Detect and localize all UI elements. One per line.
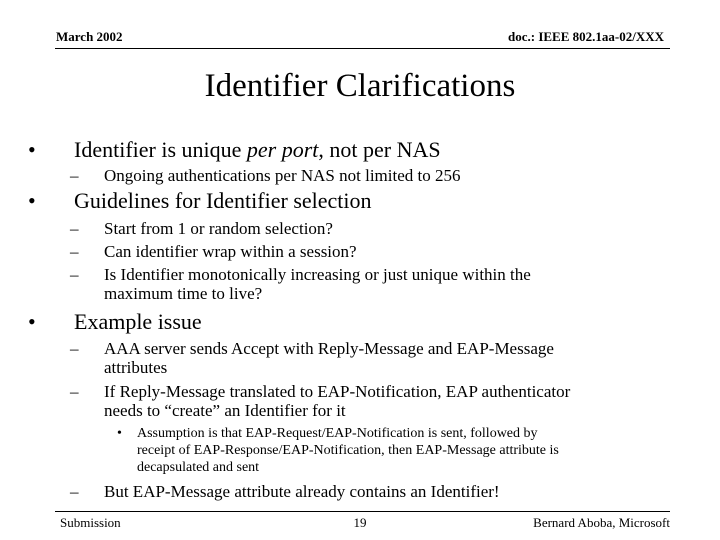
bullet-3-sub-2-line-1: If Reply-Message translated to EAP-Notification, EAP authenticator: [104, 382, 571, 401]
page-number: 19: [353, 515, 367, 530]
bullet-3-sub-1-line-1: AAA server sends Accept with Reply-Message and EAP-Message: [104, 339, 554, 358]
dash-marker: –: [70, 265, 79, 284]
header-doc-id: doc.: IEEE 802.1aa-02/XXX: [507, 29, 664, 44]
bullet-2-sub-3-line-2: maximum time to live?: [104, 284, 263, 303]
header-rule: [55, 48, 670, 49]
bullet-2-text: Guidelines for Identifier selection: [74, 188, 372, 213]
bullet-marker: •: [117, 426, 122, 441]
bullet-3-sub-2-line-2: needs to “create” an Identifier for it: [104, 401, 346, 420]
bullet-3-note-line-1: Assumption is that EAP-Request/EAP-Notification is sent, followed by: [137, 426, 538, 441]
bullet-marker: •: [28, 188, 36, 213]
header-date: March 2002: [56, 29, 123, 44]
dash-marker: –: [70, 242, 79, 261]
bullet-3-text: Example issue: [74, 309, 202, 334]
bullet-marker: •: [28, 137, 36, 162]
footer-submission: Submission: [60, 515, 121, 530]
dash-marker: –: [70, 166, 79, 185]
bullet-1-text-em: per port: [246, 137, 319, 162]
bullet-3-sub-3-text: But EAP-Message attribute already contains an Identifier!: [104, 482, 500, 501]
bullet-2-sub-1-text: Start from 1 or random selection?: [104, 219, 333, 238]
dash-marker: –: [70, 382, 79, 401]
footer-rule: [55, 511, 670, 512]
bullet-3-sub-1-line-2: attributes: [104, 358, 168, 377]
bullet-1-sub-1-text: Ongoing authentications per NAS not limited to 256: [104, 166, 461, 185]
dash-marker: –: [70, 482, 79, 501]
bullet-3-note-line-2: receipt of EAP-Response/EAP-Notification, then EAP-Message attribute is: [137, 443, 559, 458]
bullet-3-note-line-3: decapsulated and sent: [137, 460, 260, 475]
bullet-1-text-post: , not per NAS: [318, 137, 441, 162]
bullet-marker: •: [28, 309, 36, 334]
footer-author: Bernard Aboba, Microsoft: [533, 515, 670, 530]
dash-marker: –: [70, 339, 79, 358]
bullet-2-sub-2-text: Can identifier wrap within a session?: [104, 242, 357, 261]
bullet-1-text-pre: Identifier is unique: [74, 137, 247, 162]
slide-title: Identifier Clarifications: [204, 68, 516, 104]
bullet-2-sub-3-line-1: Is Identifier monotonically increasing or just unique within the: [104, 265, 531, 284]
dash-marker: –: [70, 219, 79, 238]
